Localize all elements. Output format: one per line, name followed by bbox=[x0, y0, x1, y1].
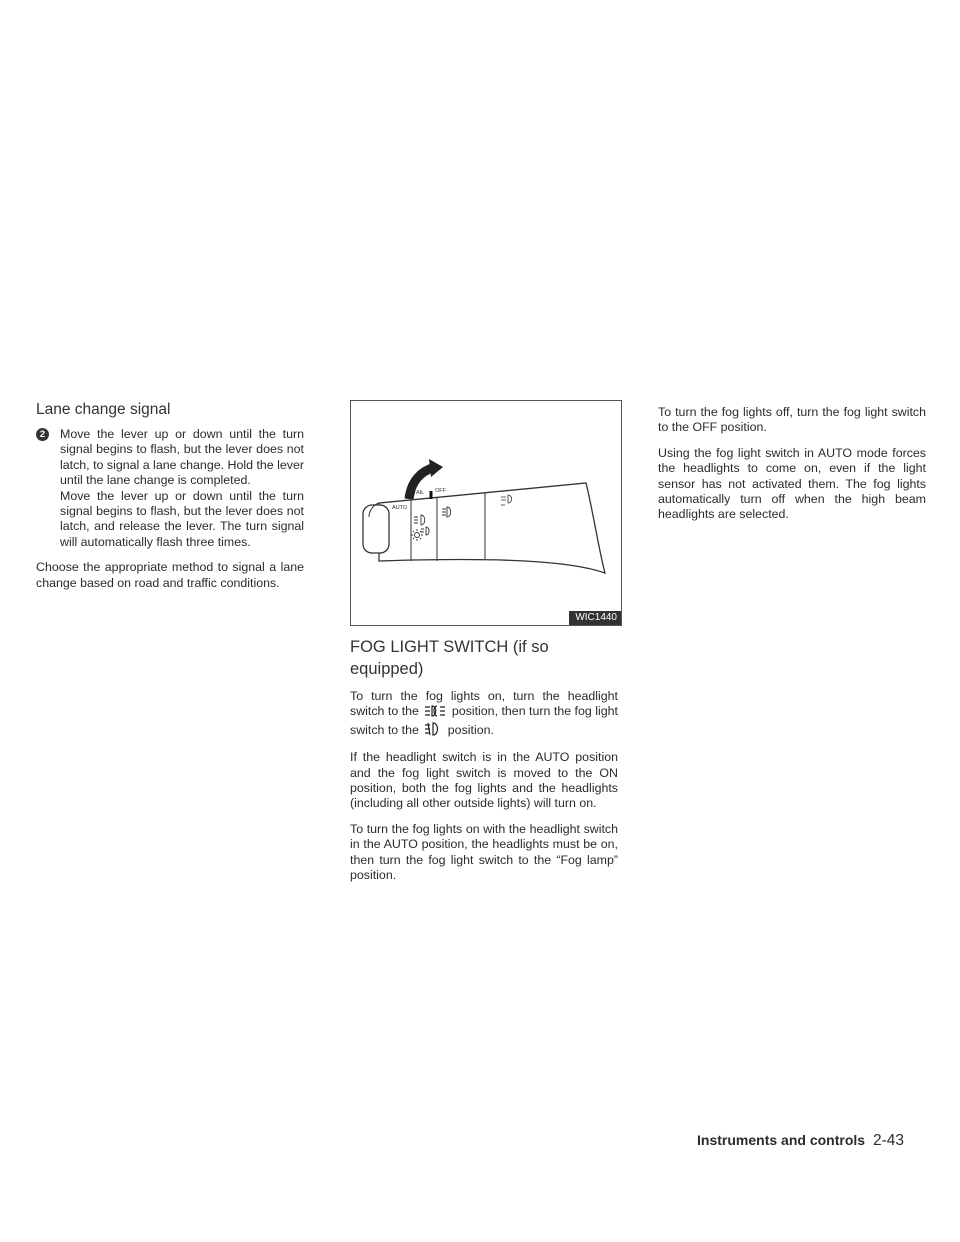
headlight-icon bbox=[424, 705, 446, 721]
fog-off-paragraph: To turn the fog lights off, turn the fog light switch to the OFF position. bbox=[658, 405, 926, 435]
page-footer bbox=[697, 1132, 904, 1150]
headlight-lever-illustration bbox=[351, 401, 621, 625]
auto-label: AUTO bbox=[392, 505, 408, 511]
middle-column bbox=[350, 400, 618, 893]
step-text-release: Move the lever up or down until the turn signal begins to flash, but the lever does not latch, and release the lever. The turn signal will automatically flash three times. bbox=[60, 488, 304, 549]
lane-change-step bbox=[36, 427, 304, 550]
lane-change-note: Choose the appropriate method to signal a lane change based on road and traffic conditions. bbox=[36, 560, 304, 590]
left-column bbox=[36, 400, 304, 601]
fog-light-icon bbox=[424, 722, 442, 740]
right-column bbox=[658, 405, 926, 533]
step-text-hold: Move the lever up or down until the turn signal begins to flash, but the lever does not latch, to signal a lane change. Hold the lever until the lane change is completed. bbox=[60, 427, 304, 488]
fog-on-paragraph: To turn the fog lights on, turn the headlight switch to the position, then turn the fog light switch to the position. bbox=[350, 689, 618, 740]
footer-section-title: Instruments and controls bbox=[697, 1132, 866, 1148]
fog-auto-mode-paragraph: Using the fog light switch in AUTO mode forces the headlights to come on, even if the light sensor has not activated them. The fog lights automatically turn off when the high beam headlights are selected. bbox=[658, 445, 926, 522]
fog-auto-paragraph: If the headlight switch is in the AUTO position and the fog light switch is moved to the ON position, both the fog lights and the headlights (including all other outside lights) will turn on. bbox=[350, 750, 618, 811]
figure-id: WIC1440 bbox=[569, 611, 621, 625]
step-number-badge: 2 bbox=[36, 428, 49, 441]
off-label: OFF bbox=[435, 488, 446, 494]
lane-change-heading: Lane change signal bbox=[36, 401, 171, 418]
headlight-lever-figure bbox=[350, 400, 622, 626]
fog-auto-on-paragraph: To turn the fog lights on with the headlight switch in the AUTO position, the headlights must be on, then turn the fog light switch to the “Fog lamp” position. bbox=[350, 821, 618, 883]
fog-light-heading: FOG LIGHT SWITCH (if so equipped) bbox=[350, 638, 549, 678]
rotation-arrow-head bbox=[429, 459, 443, 477]
lever-knob bbox=[363, 505, 389, 553]
page-number: 2-43 bbox=[872, 1132, 904, 1149]
tail-label: TAIL bbox=[413, 490, 425, 496]
